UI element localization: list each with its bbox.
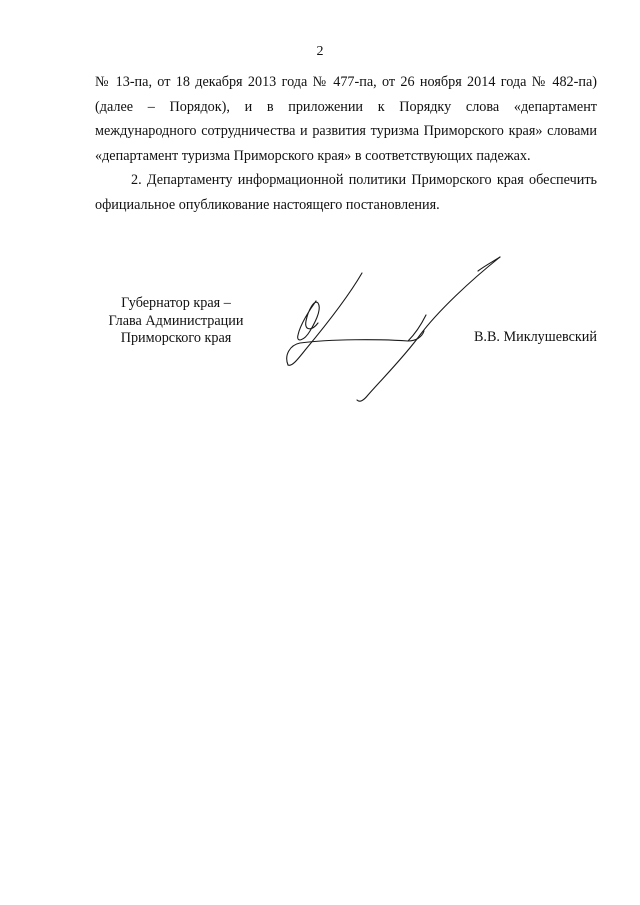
handwritten-signature <box>270 245 520 410</box>
signatory-position <box>96 295 256 348</box>
position-line: Приморского края <box>120 330 232 346</box>
paragraph-continuation: № 13-па, от 18 декабря 2013 года № 477-па, от 26 ноября 2014 года № 482-па) (далее – Порядок), и в приложении к Порядку слова «департамент международного сотрудничества и развития туризма Приморского края» словами «департамент туризма Приморского края» в соответствующих падежах. <box>95 74 597 164</box>
signer-name: В.В. Миклушевский <box>473 329 597 345</box>
paragraph-item-2: 2. Департаменту информационной политики Приморского края обеспечить официальное опубликование настоящего постановления. <box>95 172 597 213</box>
page-number: 2 <box>316 44 324 59</box>
position-line: Губернатор края – <box>121 295 231 311</box>
position-line: Глава Администрации <box>108 312 244 329</box>
document-body <box>95 70 597 217</box>
